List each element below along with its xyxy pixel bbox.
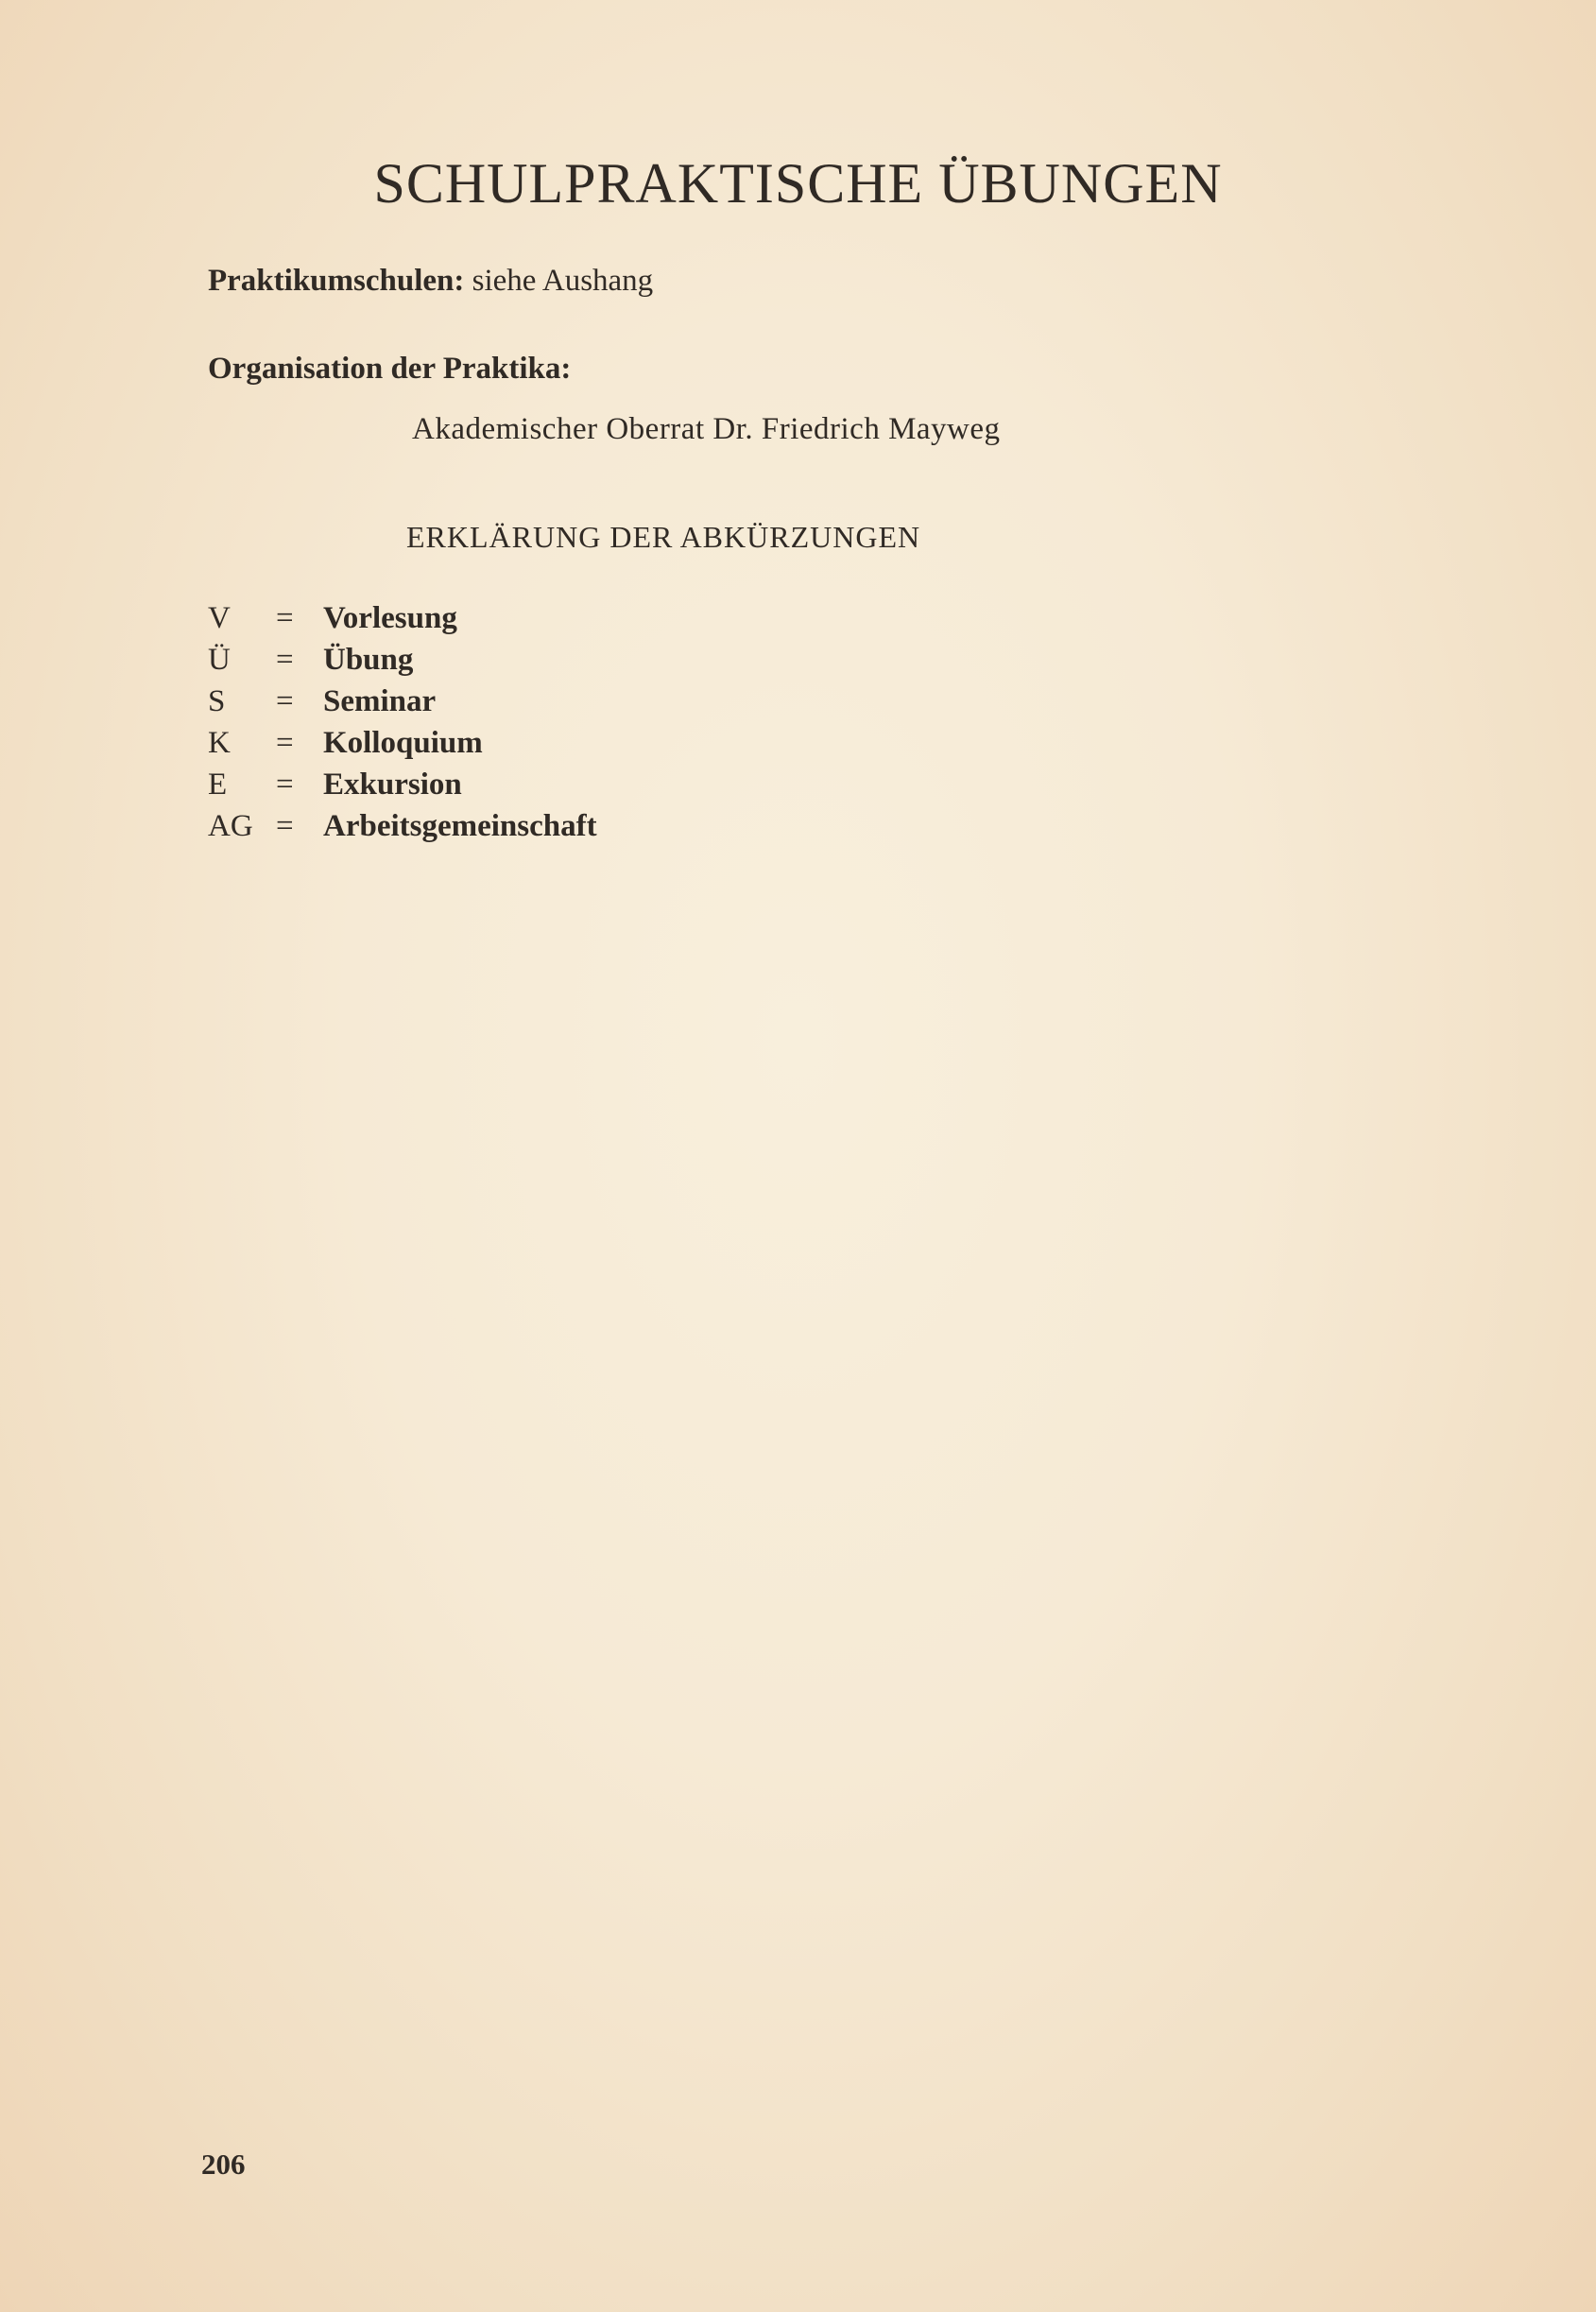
equals-sign: =: [276, 601, 294, 635]
organisation-person: Akademischer Oberrat Dr. Friedrich Mayweg: [412, 412, 1001, 446]
abbreviation-value: Exkursion: [323, 768, 462, 802]
equals-sign: =: [276, 726, 294, 760]
equals-sign: =: [276, 684, 294, 718]
abbreviations-list: [208, 601, 597, 851]
abbreviation-value: Vorlesung: [323, 601, 457, 635]
abbreviation-key: AG: [208, 809, 253, 843]
page-title: SCHULPRAKTISCHE ÜBUNGEN: [373, 152, 1223, 215]
abbreviation-value: Arbeitsgemeinschaft: [323, 809, 597, 843]
list-item: [208, 809, 597, 851]
list-item: [208, 601, 597, 643]
praktikum-label: Praktikumschulen:: [208, 264, 465, 298]
equals-sign: =: [276, 768, 294, 802]
list-item: [208, 726, 597, 768]
list-item: [208, 684, 597, 726]
abbreviation-value: Kolloquium: [323, 726, 483, 760]
abbreviation-key: V: [208, 601, 231, 635]
abbreviation-key: S: [208, 684, 226, 718]
equals-sign: =: [276, 809, 294, 843]
abbreviation-value: Übung: [323, 643, 414, 677]
abbreviation-key: K: [208, 726, 231, 760]
list-item: [208, 768, 597, 809]
abbreviation-value: Seminar: [323, 684, 437, 718]
page-number: 206: [201, 2148, 246, 2181]
equals-sign: =: [276, 643, 294, 677]
abbreviation-key: E: [208, 768, 228, 802]
list-item: [208, 643, 597, 684]
organisation-label: Organisation der Praktika:: [208, 352, 572, 386]
abbreviation-key: Ü: [208, 643, 231, 677]
praktikum-line: [208, 264, 653, 299]
praktikum-value: siehe Aushang: [472, 264, 654, 298]
abbreviations-heading: ERKLÄRUNG DER ABKÜRZUNGEN: [406, 520, 921, 554]
